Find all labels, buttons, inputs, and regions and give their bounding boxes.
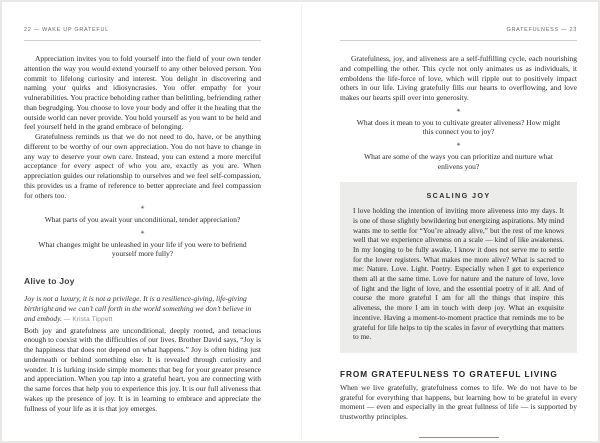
reflection-question: What changes might be unleashed in your life if you were to befriend yourself more fully? xyxy=(38,239,247,259)
paragraph-cycle: Gratefulness, joy, and aliveness are a self-fulfilling cycle, each nourishing and compelling the other. This cycle not only animates us as individuals, it emboldens the life-force of love, which will ripple out to positively impact others in our life. Living gratefully fills our hearts to overflowing, and love makes our hearts spill over into generosity. xyxy=(340,54,577,102)
quote-attribution: — Krista Tippett xyxy=(63,316,113,324)
page-left xyxy=(24,27,261,413)
section-heading-alive-to-joy: Alive to Joy xyxy=(24,276,75,287)
asterisk-separator-icon: ✳ xyxy=(140,205,145,212)
asterisk-separator-icon: ✳ xyxy=(456,107,461,114)
section-heading-grateful-living: FROM GRATEFULNESS TO GRATEFUL LIVING xyxy=(340,369,558,379)
asterisk-separator-icon: ✳ xyxy=(456,141,461,148)
pull-quote xyxy=(24,294,261,326)
paragraph-joy: Both joy and gratefulness are unconditional, deeply rooted, and tenacious enough to coexist with the difficulties of our lives. Brother David says, “Joy is the happiness that does not depend on what happens.” Joy is often hiding just underneath or behind something else. It is revealed through curiosity and wonder. It is lurking inside simple moments that beg for your greater presence and appreciation. When you tap into a grateful heart, you are connecting with the same forces that help you to experience this joy. It is our full aliveness that wakes up the presence of joy. It is in learning to embrace and appreciate the fullness of your life as it is that joy emerges. xyxy=(24,325,261,413)
paragraph-appreciation: Appreciation invites you to fold yourself into the field of your own tender attention the way you would extend yourself to any other beloved person. You commit to lifelong curiosity and interest. You delight in discovering and naming your quirks and idiosyncrasies. You offer empathy for your vulnerabilities. You practice beholding rather than belittling, befriending rather than begrudging. You choose to love your body and offer it the healing that the outside world can never provide. You hold yourself as you want to be held and feel yourself held in the grand embrace of belonging. xyxy=(24,54,261,132)
paragraph-gratefulness: Gratefulness reminds us that we do not need to do, have, or be anything different to be worthy of our own appreciation. You do not have to change in any way to deserve your own care. Instead, you can extend a more merciful acceptance for every aspect of who you are, exactly as you are. When appreciation guides our relationship to ourselves and we feel self-compassion, this provides us a frame of reference to better appreciate and feel compassion for others too. xyxy=(24,132,261,200)
paragraph-grateful-living: When we live gratefully, gratefulness comes to life. We do not have to be grateful for everything that happens, but learning how to be grateful in every moment — even and especially in the great fullness of life — is supported by trustworthy principles. xyxy=(340,382,577,422)
section-divider xyxy=(419,437,499,438)
callout-box-scaling-joy xyxy=(340,182,577,353)
callout-title: SCALING JOY xyxy=(426,191,491,201)
reflection-question: What does it mean to you to cultivate greater aliveness? How might this connect you to joy? xyxy=(356,117,561,137)
running-head-left: 22 — WAKE UP GRATEFUL xyxy=(24,27,261,41)
running-head-right: GRATEFULNESS — 23 xyxy=(340,27,577,41)
asterisk-separator-icon: ✳ xyxy=(140,229,145,236)
callout-body: I love holding the intention of inviting more aliveness into my days. It is one of those slightly bewildering but energizing aspirations. My mind wants me to settle for “You’re already alive,” but the rest of me knows well that we experience aliveness on a scale — kind of like awakeness. In my longing to be fully awake, I know it does not serve me to settle for the lower registers. What makes me more alive? What is sacred to me: Nature. Love. Light. Poetry. Especially when I get to experience them all at the same time. Love for nature and the nature of love, love of light and the light of love, and the essential poetry of it all. And of course the more grateful I am for all the things that inspire this aliveness, the more I am in touch with deep joy. What an exquisite incentive. Having a moment-to-moment practice that reminds me to be grateful for life helps to tip the scales in favor of everything that matters to me. xyxy=(353,206,564,342)
page-right xyxy=(340,27,577,438)
page-gutter xyxy=(301,4,302,439)
reflection-question: What are some of the ways you can prioritize and nurture what enlivens you? xyxy=(364,151,553,171)
page-right-body xyxy=(340,54,577,438)
pull-quote-text: Joy is not a luxury, it is not a privilege. It is a resilience-giving, life-giving birthright and we can’t call forth in the world something we don’t believe in and embody. xyxy=(24,294,252,324)
reflection-question: What parts of you await your unconditional, tender appreciation? xyxy=(44,215,241,225)
page-left-body xyxy=(24,54,261,413)
